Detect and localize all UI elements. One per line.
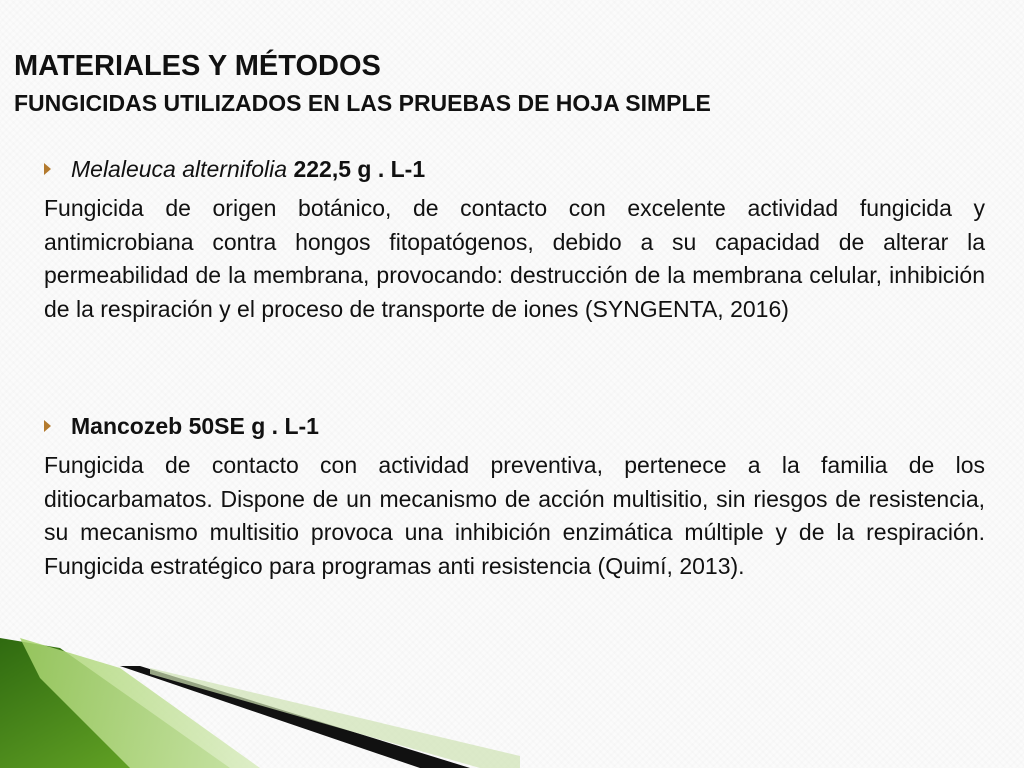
product-name: Mancozeb 50SE g . L-1	[71, 413, 319, 439]
bullet-arrow-icon	[44, 163, 51, 175]
slide-subtitle: FUNGICIDAS UTILIZADOS EN LAS PRUEBAS DE HOJA SIMPLE	[14, 90, 711, 116]
species-name: Melaleuca alternifolia	[71, 156, 288, 182]
bullet-arrow-icon	[44, 420, 51, 432]
mancozeb-description: Fungicida de contacto con actividad preventiva, pertenece a la familia de los ditiocarbamatos. Dispone de un mecanismo de acción multisitio, sin riesgos de resistencia, su mecanismo multisitio provoca una inhibición enzimática múltiple y de la respiración. Fungicida estratégico para programas anti resistencia (Quimí, 2013).	[44, 452, 985, 579]
bullet-mancozeb	[44, 411, 319, 441]
bullet-melaleuca	[44, 154, 425, 184]
corner-decoration	[0, 638, 520, 768]
dose-label: 222,5 g . L-1	[287, 156, 426, 182]
melaleuca-description: Fungicida de origen botánico, de contacto con excelente actividad fungicida y antimicrobiana contra hongos fitopatógenos, debido a su capacidad de alterar la permeabilidad de la membrana, provocando: destrucción de la membrana celular, inhibición de la respiración y el proceso de transporte de iones (SYNGENTA, 2016)	[44, 195, 985, 322]
slide-title: MATERIALES Y MÉTODOS	[14, 50, 381, 82]
